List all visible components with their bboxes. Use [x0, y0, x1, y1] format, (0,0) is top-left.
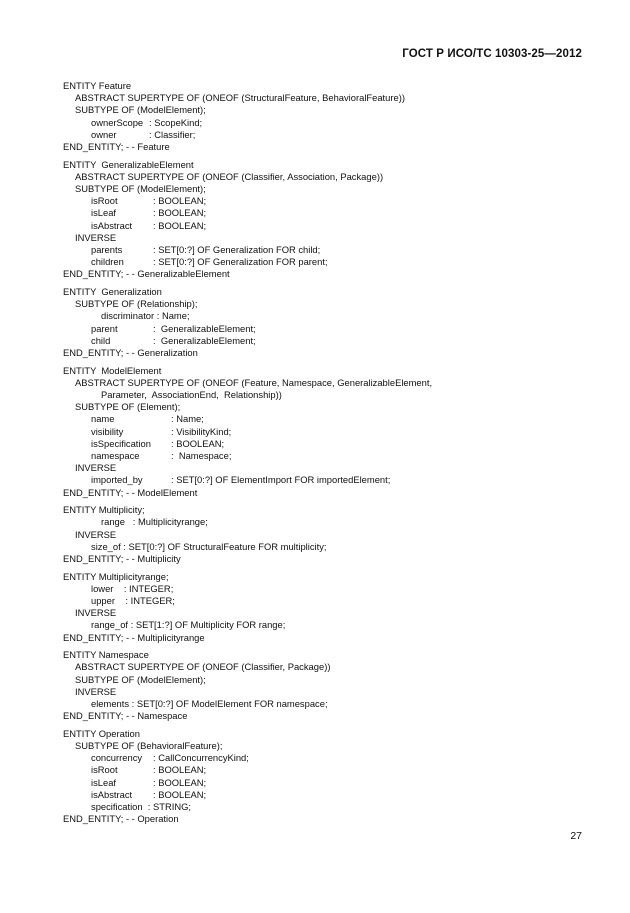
attribute-line: range_of : SET[1:?] OF Multiplicity FOR range;: [91, 619, 286, 631]
attribute-name: isAbstract: [91, 788, 133, 800]
attribute-line: [63, 438, 583, 450]
attribute-line: [63, 195, 583, 207]
attribute-name: isLeaf: [91, 776, 117, 788]
inverse-keyword: INVERSE: [75, 462, 117, 474]
attribute-type: : ScopeKind;: [149, 116, 203, 128]
attribute-type: : GeneralizableElement;: [153, 334, 256, 346]
attribute-name: isRoot: [91, 195, 118, 207]
subtype-clause: SUBTYPE OF (ModelElement);: [75, 104, 206, 116]
attribute-line: [63, 752, 583, 764]
end-entity: END_ENTITY; - - Namespace: [63, 710, 188, 722]
entity-declaration: ENTITY Generalization: [63, 286, 162, 297]
attribute-line: lower : INTEGER;: [91, 582, 174, 594]
end-entity: END_ENTITY; - - Generalization: [63, 346, 198, 358]
inverse-keyword: INVERSE: [75, 607, 117, 619]
attribute-name: parent: [91, 322, 118, 334]
attribute-name: isRoot: [91, 764, 118, 776]
entity-model-element: [63, 365, 583, 499]
attribute-line: size_of : SET[0:?] OF StructuralFeature FOR multiplicity;: [91, 540, 327, 552]
attribute-name: ownerScope: [91, 116, 144, 128]
attribute-name: isAbstract: [91, 219, 133, 231]
attribute-type: : CallConcurrencyKind;: [153, 752, 249, 764]
attribute-type: : BOOLEAN;: [153, 788, 207, 800]
entity-declaration: ENTITY Multiplicity;: [63, 504, 145, 516]
attribute-line: [63, 474, 583, 486]
attribute-line: [63, 256, 583, 268]
attribute-type: : SET[0:?] OF ElementImport FOR importedElement;: [171, 474, 391, 486]
attribute-type: : Classifier;: [149, 128, 196, 140]
express-code: [63, 80, 583, 831]
inverse-keyword: INVERSE: [75, 685, 117, 697]
attribute-type: : BOOLEAN;: [153, 207, 207, 219]
subtype-clause: SUBTYPE OF (Relationship);: [75, 298, 198, 310]
supertype-continuation: Parameter, AssociationEnd, Relationship)): [101, 389, 282, 400]
attribute-line: [63, 426, 583, 438]
end-entity: END_ENTITY; - - Feature: [63, 140, 170, 152]
attribute-name: concurrency: [91, 752, 143, 764]
attribute-name: isSpecification: [91, 437, 151, 449]
end-entity: END_ENTITY; - - Multiplicity: [63, 552, 181, 564]
subtype-clause: SUBTYPE OF (ModelElement);: [75, 673, 206, 685]
end-entity: END_ENTITY; - - ModelElement: [63, 486, 198, 498]
attribute-name: imported_by: [91, 474, 143, 486]
entity-operation: [63, 728, 583, 826]
entity-generalization: [63, 286, 583, 359]
attribute-name: isLeaf: [91, 207, 117, 219]
attribute-type: : Name;: [171, 413, 204, 425]
entity-declaration: ENTITY ModelElement: [63, 364, 162, 376]
attribute-line: [63, 207, 583, 219]
attribute-line: [63, 450, 583, 462]
attribute-line: [63, 129, 583, 141]
attribute-name: child: [91, 334, 111, 346]
document-header: ГОСТ Р ИСО/ТС 10303-25—2012: [402, 48, 582, 60]
inverse-keyword: INVERSE: [75, 528, 117, 540]
attribute-line: [63, 764, 583, 776]
entity-declaration: ENTITY Feature: [63, 80, 132, 91]
entity-declaration: ENTITY Namespace: [63, 649, 149, 661]
attribute-line: [63, 117, 583, 129]
page-number: 27: [570, 830, 582, 842]
end-entity: END_ENTITY; - - GeneralizableElement: [63, 268, 230, 280]
attribute-name: namespace: [91, 449, 140, 461]
attribute-type: : SET[0:?] OF Generalization FOR child;: [153, 243, 321, 255]
attribute-type: : Namespace;: [171, 449, 232, 461]
attribute-type: : BOOLEAN;: [153, 764, 207, 776]
end-entity: END_ENTITY; - - Operation: [63, 813, 179, 825]
attribute-name: owner: [91, 128, 117, 140]
attribute-line: [63, 777, 583, 789]
entity-declaration: ENTITY GeneralizableElement: [63, 158, 194, 170]
attribute-type: : BOOLEAN;: [153, 195, 207, 207]
attribute-line: [63, 220, 583, 232]
attribute-name: visibility: [91, 425, 124, 437]
attribute-type: : VisibilityKind;: [171, 425, 232, 437]
end-entity: END_ENTITY; - - Multiplicityrange: [63, 631, 205, 643]
attribute-line: elements : SET[0:?] OF ModelElement FOR namespace;: [91, 698, 328, 709]
entity-declaration: ENTITY Multiplicityrange;: [63, 570, 169, 582]
attribute-line: range : Multiplicityrange;: [101, 516, 208, 528]
entity-feature: [63, 80, 583, 153]
attribute-name: parents: [91, 243, 123, 255]
entity-namespace: [63, 649, 583, 722]
attribute-type: : BOOLEAN;: [171, 437, 225, 449]
attribute-type: : GeneralizableElement;: [153, 322, 256, 334]
supertype-clause: ABSTRACT SUPERTYPE OF (ONEOF (Classifier, Package)): [75, 661, 331, 673]
attribute-name: name: [91, 413, 115, 425]
attribute-line: [63, 413, 583, 425]
entity-generalizable-element: [63, 159, 583, 281]
entity-multiplicityrange: [63, 571, 583, 644]
attribute-line: upper : INTEGER;: [91, 595, 175, 606]
attribute-line: [63, 789, 583, 801]
subtype-clause: SUBTYPE OF (ModelElement);: [75, 183, 206, 194]
attribute-line: discriminator : Name;: [101, 310, 190, 322]
supertype-clause: ABSTRACT SUPERTYPE OF (ONEOF (Feature, Namespace, GeneralizableElement,: [75, 376, 433, 388]
supertype-clause: ABSTRACT SUPERTYPE OF (ONEOF (Classifier, Association, Package)): [75, 170, 384, 182]
attribute-line: [63, 323, 583, 335]
attribute-line: [63, 335, 583, 347]
supertype-clause: ABSTRACT SUPERTYPE OF (ONEOF (StructuralFeature, BehavioralFeature)): [75, 92, 405, 104]
entity-declaration: ENTITY Operation: [63, 727, 140, 739]
subtype-clause: SUBTYPE OF (Element);: [75, 401, 181, 413]
attribute-type: : BOOLEAN;: [153, 776, 207, 788]
attribute-type: : BOOLEAN;: [153, 219, 207, 231]
entity-multiplicity: [63, 504, 583, 565]
attribute-name: children: [91, 256, 124, 268]
subtype-clause: SUBTYPE OF (BehavioralFeature);: [75, 740, 223, 752]
attribute-line: specification : STRING;: [91, 801, 192, 812]
attribute-line: [63, 244, 583, 256]
attribute-type: : SET[0:?] OF Generalization FOR parent;: [153, 256, 328, 268]
inverse-keyword: INVERSE: [75, 231, 117, 243]
